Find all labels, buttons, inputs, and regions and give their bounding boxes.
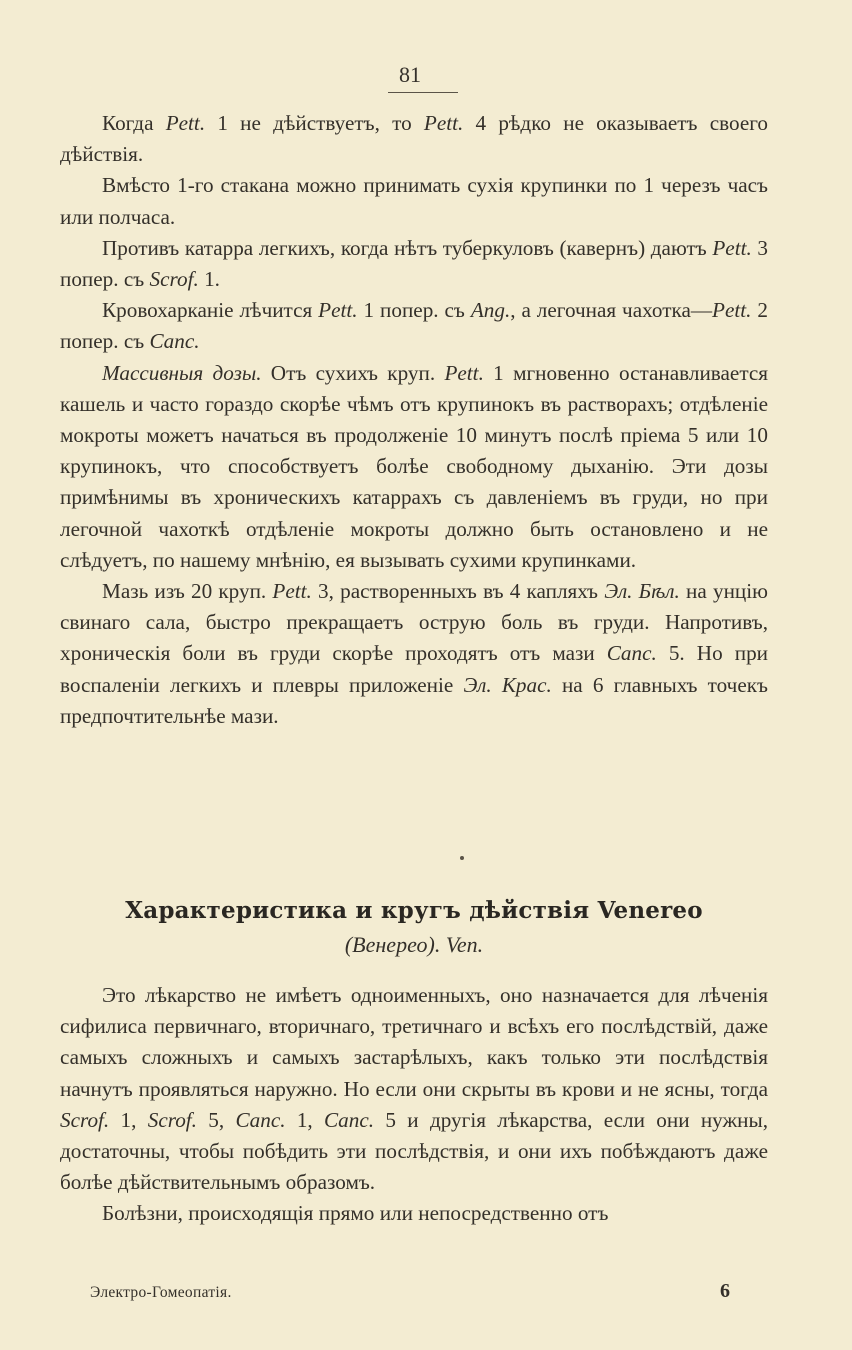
paragraph: Мазь изъ 20 круп. Pett. 3, растворенныхъ въ 4 капляхъ Эл. Бѣл. на унцію свинаго сала, быстро прекращаетъ острую боль въ груди. Напротивъ, хроническія боли въ груди скорѣе проходятъ отъ мази Canc. 5. Но при воспаленіи легкихъ и плевры приложеніе Эл. Крас. на 6 главныхъ точекъ предпочтительнѣе мази. [60,579,768,728]
paragraph: Кровохарканіе лѣчится Pett. 1 попер. съ Ang., а легочная чахотка—Pett. 2 попер. съ Canc. [60,298,768,354]
page-number: 81 [399,62,421,87]
paragraph: Противъ катарра легкихъ, когда нѣтъ туберкуловъ (кавернъ) даютъ Pett. 3 попер. съ Scrof. 1. [60,235,769,292]
paragraph: Вмѣсто 1-го стакана можно принимать сухія крупинки по 1 черезъ часъ или полчаса. [60,173,768,229]
ink-dot [460,856,464,860]
header-rule [388,92,458,93]
signature-mark: 6 [720,1280,730,1302]
section-subheading: (Венерео). Ven. [344,932,484,957]
running-footer-title: Электро-Гомеопатія. [90,1284,232,1301]
section-2-text [60,980,768,1230]
paragraph: Массивныя дозы. Отъ сухихъ круп. Pett. 1 мгновенно останавливается кашель и часто гораздо скорѣе чѣмъ отъ крупинокъ въ растворахъ; отдѣленіе мокроты можетъ начаться въ продолженіе 10 минутъ послѣ пріема 5 или 10 крупинокъ, что способствуетъ болѣе свободному дыханію. Эти дозы примѣнимы въ хроническихъ катаррахъ съ давленіемъ въ груди, но при легочной чахоткѣ отдѣленіе мокроты должно быть остановлено и не слѣдуетъ, по нашему мнѣнію, ея вызывать сухими крупинками. [60,360,768,572]
paragraph: Когда Pett. 1 не дѣйствуетъ, то Pett. 4 рѣдко не оказываетъ своего дѣйствія. [60,111,768,167]
section-1-text [60,108,768,732]
section-heading: Характеристика и кругъ дѣйствія Venereo [125,897,703,924]
paragraph: Это лѣкарство не имѣетъ одноименныхъ, оно назначается для лѣченія сифилиса первичнаго, вторичнаго, третичнаго и всѣхъ его послѣдствій, даже самыхъ сложныхъ и самыхъ застарѣлыхъ, какъ только эти послѣдствія начнутъ проявляться наружно. Но если они скрыты въ крови и не ясны, тогда Scrof. 1, Scrof. 5, Canc. 1, Canc. 5 и другія лѣкарства, если они нужны, достаточны, чтобы побѣдить эти послѣдствія, и они ихъ побѣждаютъ даже болѣе дѣйствительнымъ образомъ. [60,983,769,1195]
paragraph: Болѣзни, происходящія прямо или непосредственно отъ [102,1201,609,1226]
